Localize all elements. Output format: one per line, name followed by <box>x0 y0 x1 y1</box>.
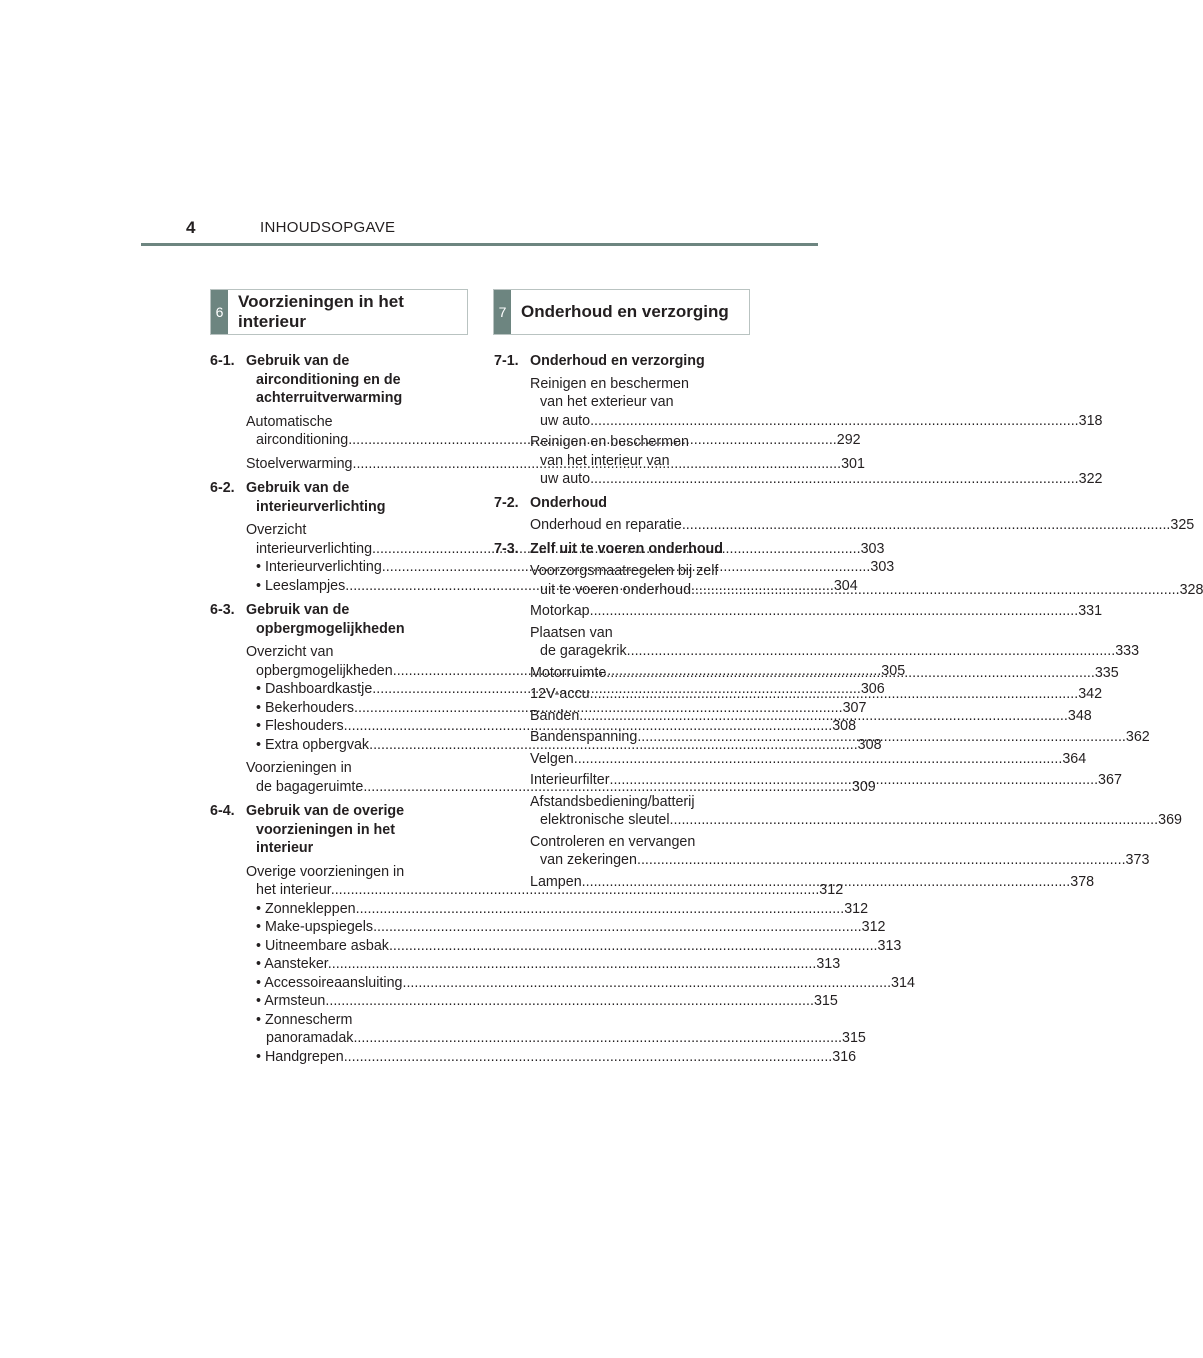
page-ref: 333 <box>1115 643 1140 659</box>
entry-text: • Accessoireaansluiting <box>256 974 403 991</box>
page-ref: 318 <box>1078 412 1103 429</box>
toc-subentry[interactable] <box>246 1048 857 1067</box>
page-ref: 312 <box>844 900 869 917</box>
toc-subentry[interactable] <box>246 974 915 993</box>
chapter-7-heading <box>493 289 750 335</box>
page-ref: 312 <box>819 882 844 898</box>
chapter-6-heading <box>210 289 468 335</box>
section-title-line: Gebruik van de <box>246 480 350 496</box>
page-ref: 369 <box>1158 812 1182 828</box>
toc-subentry[interactable] <box>246 955 841 974</box>
entry-text: • Uitneembare asbak <box>256 937 389 954</box>
entry-text: • Leeslampjes <box>256 577 346 594</box>
toc-subentry[interactable] <box>246 717 857 736</box>
entry-text: de garagekrik <box>540 643 627 659</box>
entry-text: Bandenspanning <box>530 729 638 745</box>
page-ref: 328 <box>1179 581 1203 598</box>
entry-text: interieurverlichting <box>256 540 373 557</box>
toc-subentry[interactable] <box>246 918 886 937</box>
page-ref: 315 <box>842 1030 866 1046</box>
page-ref: 342 <box>1078 686 1103 702</box>
dot-leader <box>353 1029 842 1048</box>
dot-leader <box>325 993 814 1009</box>
entry-text: Overzicht van <box>246 644 334 660</box>
dot-leader <box>574 750 1063 769</box>
entry-text: • Handgrepen <box>256 1048 344 1065</box>
page-ref: 364 <box>1062 750 1087 767</box>
section-title-line: opbergmogelijkheden <box>256 620 405 637</box>
entry-text: Onderhoud en reparatie <box>530 517 682 533</box>
page-ref: 348 <box>1067 707 1092 724</box>
section-number: 7-3. <box>494 540 519 557</box>
entry-text: van het interieur van <box>540 452 670 469</box>
entry-text: Afstandsbediening/batterij <box>530 793 695 810</box>
section-7-3-heading[interactable] <box>494 540 741 559</box>
dot-leader <box>579 707 1068 726</box>
section-title-line: Zelf uit te voeren onderhoud <box>530 540 724 557</box>
section-title-line: airconditioning en de <box>256 371 401 388</box>
dot-leader <box>582 873 1071 892</box>
section-6-1-heading[interactable] <box>210 352 458 408</box>
entry-text: het interieur <box>256 882 331 898</box>
entry-text: Interieurfilter <box>530 772 610 788</box>
section-6-3-heading[interactable] <box>210 601 458 638</box>
chapter-6-number: 6 <box>211 290 228 334</box>
page-ref: 331 <box>1078 603 1103 619</box>
entry-text: van zekeringen <box>540 852 637 868</box>
page-ref: 335 <box>1094 664 1119 681</box>
section-title-line: achterruitverwarming <box>256 390 403 406</box>
dot-leader <box>691 582 1180 598</box>
entry-text: airconditioning <box>256 432 349 448</box>
entry-text: Stoelverwarming <box>246 455 353 472</box>
dot-leader <box>609 771 1098 790</box>
toc-subentry[interactable] <box>246 900 869 919</box>
page-ref: 316 <box>832 1048 857 1065</box>
dot-leader <box>402 975 891 991</box>
section-7-1-heading[interactable] <box>494 352 741 371</box>
page-ref: 322 <box>1078 471 1103 487</box>
entry-text: Automatische <box>246 413 333 430</box>
dot-leader <box>682 516 1171 535</box>
entry-text: • Dashboardkastje <box>256 681 373 697</box>
entry-text: • Make-upspiegels <box>256 919 374 935</box>
entry-text: elektronische sleutel <box>540 812 670 828</box>
entry-text: Voorzieningen in <box>246 760 352 776</box>
page-ref: 303 <box>860 540 885 557</box>
entry-text: Voorzorgsmaatregelen bij zelf <box>530 563 719 579</box>
section-number: 6-4. <box>210 803 235 819</box>
page-ref: 309 <box>851 778 876 795</box>
entry-text: uw auto <box>540 412 591 429</box>
dot-leader <box>590 685 1079 704</box>
dot-leader <box>637 728 1126 747</box>
chapter-7-number: 7 <box>494 290 511 334</box>
toc-entry-garagekrik[interactable] <box>494 624 1140 661</box>
section-6-2-heading[interactable] <box>210 479 458 516</box>
entry-text: • Bekerhouders <box>256 699 354 716</box>
entry-text: Overige voorzieningen in <box>246 863 405 880</box>
entry-text: Overzicht <box>246 522 307 538</box>
dot-leader <box>627 643 1116 659</box>
section-number: 6-1. <box>210 353 235 369</box>
section-title-line: Gebruik van de <box>246 353 350 369</box>
dot-leader <box>637 852 1126 868</box>
entry-text: de bagageruimte <box>256 778 364 795</box>
toc-entry-reinigen-exterieur[interactable] <box>494 375 1103 431</box>
page-ref: 304 <box>833 577 858 594</box>
dot-leader <box>389 938 878 954</box>
page-ref: 325 <box>1170 517 1195 533</box>
entry-text: • Interieurverlichting <box>256 559 382 575</box>
header-rule <box>141 243 818 246</box>
dot-leader <box>590 413 1079 429</box>
toc-entry-zekeringen[interactable] <box>494 833 1150 870</box>
section-number: 7-1. <box>494 353 519 369</box>
page-ref: 306 <box>860 681 885 697</box>
chapter-6-title <box>228 292 404 332</box>
entry-text: • Extra opbergvak <box>256 736 370 753</box>
dot-leader <box>328 956 817 972</box>
entry-text: Motorruimte <box>530 664 607 681</box>
section-title-line: interieurverlichting <box>256 498 386 515</box>
page-ref: 314 <box>891 974 915 991</box>
page-ref: 362 <box>1125 729 1150 745</box>
dot-leader <box>670 812 1159 828</box>
chapter-6-title-line2: interieur <box>238 312 307 331</box>
section-number: 7-2. <box>494 494 519 511</box>
page-ref: 308 <box>857 736 882 753</box>
toc-entry-motorkap[interactable] <box>494 602 1103 621</box>
page-ref: 308 <box>832 718 857 734</box>
page-ref: 378 <box>1070 873 1095 890</box>
page-ref: 373 <box>1125 852 1150 868</box>
section-number: 6-3. <box>210 602 235 618</box>
chapter-7-title: Onderhoud en verzorging <box>521 302 729 321</box>
entry-text: uit te voeren onderhoud <box>540 581 692 598</box>
section-title-line: Onderhoud en verzorging <box>530 353 705 369</box>
dot-leader <box>590 602 1079 621</box>
section-6-4-heading[interactable] <box>210 802 458 858</box>
page-ref: 315 <box>813 993 838 1009</box>
section-title-line: interieur <box>256 840 314 856</box>
toc-entry-onderhoud-reparatie[interactable] <box>494 516 1195 535</box>
entry-text: Reinigen en beschermen <box>530 375 689 392</box>
toc-entry-afstandsbediening[interactable] <box>494 793 1182 830</box>
page-ref: 367 <box>1098 772 1122 788</box>
dot-leader <box>590 471 1079 487</box>
entry-text: Lampen <box>530 873 582 890</box>
entry-text: opbergmogelijkheden <box>256 662 393 679</box>
page-number: 4 <box>186 218 196 237</box>
toc-subentry[interactable] <box>246 937 902 956</box>
entry-text: uw auto <box>540 471 591 487</box>
entry-text: • Zonnekleppen <box>256 900 356 917</box>
section-title-line: Gebruik van de <box>246 602 350 618</box>
entry-text: Plaatsen van <box>530 624 613 641</box>
page-title: INHOUDSOPGAVE <box>260 219 396 236</box>
entry-text: • Armsteun <box>256 993 326 1009</box>
entry-text: Reinigen en beschermen <box>530 434 689 450</box>
entry-text: panoramadak <box>266 1030 354 1046</box>
section-title-line: Onderhoud <box>530 494 608 511</box>
entry-text: Motorkap <box>530 603 590 619</box>
page-ref: 313 <box>816 956 841 972</box>
page-ref: 305 <box>881 662 906 679</box>
entry-text: • Aansteker <box>256 956 328 972</box>
page-ref: 307 <box>842 699 867 716</box>
section-title-line: voorzieningen in het <box>256 821 396 838</box>
page-ref: 313 <box>877 937 902 954</box>
page-ref: 303 <box>870 559 895 575</box>
section-title-line: Gebruik van de overige <box>246 803 405 819</box>
dot-leader <box>373 919 862 935</box>
entry-text: Banden <box>530 707 580 724</box>
dot-leader <box>356 901 845 917</box>
entry-text: • Fleshouders <box>256 718 344 734</box>
section-number: 6-2. <box>210 480 235 496</box>
chapter-6-title-line1: Voorzieningen in het <box>238 292 404 311</box>
section-7-2-heading[interactable] <box>494 494 741 513</box>
entry-text: van het exterieur van <box>540 394 674 410</box>
entry-text: Controleren en vervangen <box>530 833 696 850</box>
toc-subentry[interactable] <box>246 992 838 1011</box>
entry-text: • Zonnescherm <box>256 1011 353 1028</box>
dot-leader <box>344 1049 833 1065</box>
toc-subentry[interactable] <box>246 1011 866 1048</box>
entry-text: 12V-accu <box>530 686 590 702</box>
page-ref: 301 <box>841 455 865 472</box>
page-ref: 292 <box>836 432 861 448</box>
entry-text: Velgen <box>530 750 574 767</box>
page-ref: 312 <box>861 919 886 935</box>
toc-entry-velgen[interactable] <box>494 750 1087 769</box>
dot-leader <box>606 664 1095 683</box>
